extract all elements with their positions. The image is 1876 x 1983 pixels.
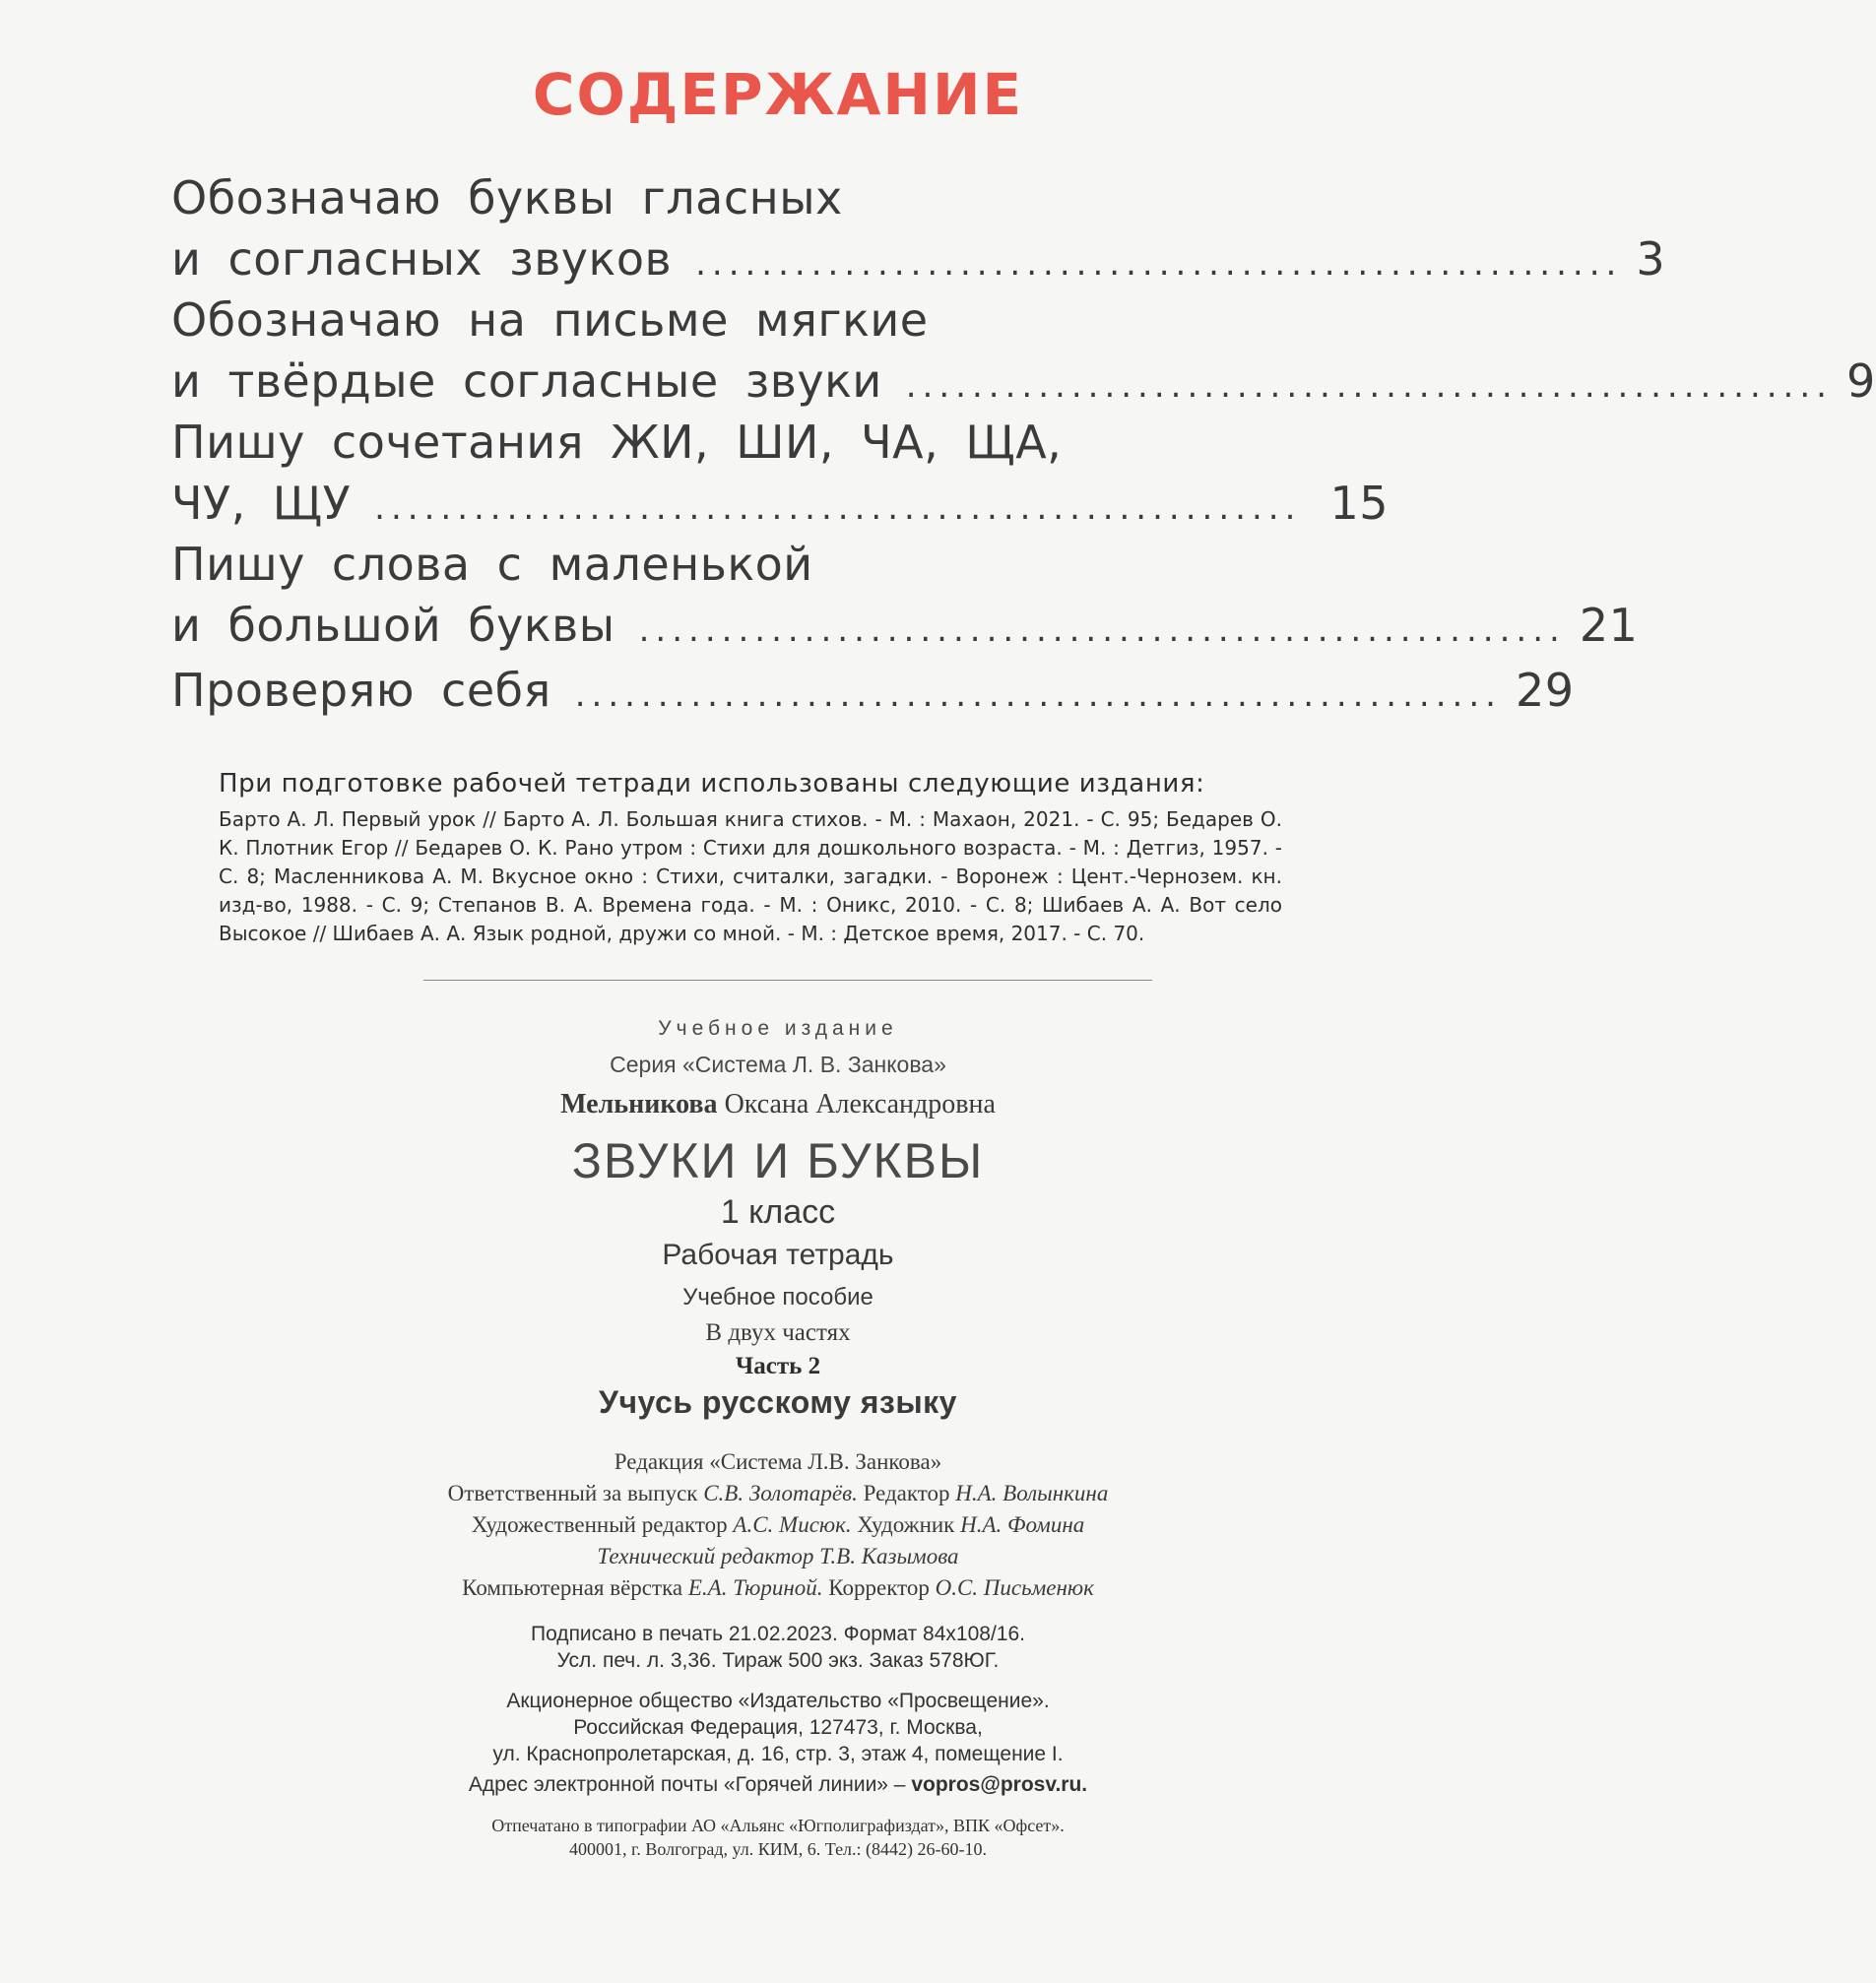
toc-entry-last-line	[171, 660, 1575, 721]
book-title: ЗВУКИ И БУКВЫ	[571, 1133, 985, 1188]
subject-line: Учусь русскому языку	[599, 1384, 957, 1420]
credit-role: Корректор	[822, 1575, 936, 1600]
toc-entry[interactable]	[171, 289, 1876, 412]
toc-page-number: 21	[1579, 599, 1639, 652]
credit-person: Н.А. Волынкина	[955, 1481, 1109, 1505]
parts-line: В двух частях	[705, 1319, 851, 1346]
book-kind: Рабочая тетрадь	[662, 1239, 894, 1271]
credit-person: А.С. Мисюк.	[733, 1512, 852, 1537]
credit-technical-editor: Технический редактор Т.В. Казымова	[597, 1544, 959, 1568]
credits-line	[0, 1509, 1556, 1541]
print-info-line: Усл. печ. л. 3,36. Тираж 500 экз. Заказ 578ЮГ.	[556, 1649, 1000, 1672]
edition-type: Учебное издание	[658, 1017, 898, 1040]
email-label: Адрес электронной почты «Горячей линии» –	[468, 1773, 912, 1796]
credit-person: Е.А. Тюриной.	[687, 1575, 823, 1600]
toc-entry-last-line	[171, 228, 1666, 289]
printer-line: Отпечатано в типографии АО «Альянс «Югполиграфиздат», ВПК «Офсет».	[491, 1816, 1065, 1835]
toc-entry[interactable]	[171, 534, 1639, 656]
grade-line: 1 класс	[720, 1193, 836, 1231]
credit-person: О.С. Письменюк	[935, 1575, 1094, 1600]
credits-line	[0, 1541, 1556, 1572]
toc-entry-last-line	[171, 473, 1389, 534]
email-line	[0, 1773, 1556, 1797]
toc-entry-line: Обозначаю на письме мягкие	[171, 293, 929, 347]
sources-block	[219, 766, 1282, 948]
toc-entry-last-line	[171, 351, 1876, 412]
toc-leader-dots: ........................................................	[374, 488, 1302, 528]
book-subtype: Учебное пособие	[682, 1284, 873, 1311]
toc-entry-last-line	[171, 595, 1639, 656]
table-of-contents	[171, 167, 1876, 721]
toc-entry[interactable]	[171, 167, 1666, 289]
toc-entry-text: и твёрдые согласные звуки	[171, 354, 882, 408]
toc-leader-dots: ........................................................	[905, 366, 1833, 406]
toc-entry-line: Пишу слова с маленькой	[171, 538, 813, 591]
toc-entry-text: ЧУ, ЩУ	[171, 477, 352, 530]
toc-entry-line: Пишу сочетания ЖИ, ШИ, ЧА, ЩА,	[171, 416, 1063, 469]
credit-person: Н.А. Фомина	[960, 1512, 1085, 1537]
toc-entry[interactable]	[171, 412, 1389, 534]
toc-page-number: 3	[1636, 232, 1666, 286]
toc-entry-text: Проверяю себя	[171, 664, 551, 717]
printer-line: 400001, г. Волгоград, ул. КИМ, 6. Тел.: (8442) 26-60-10.	[568, 1839, 988, 1859]
divider	[423, 980, 1152, 981]
toc-leader-dots: ........................................................	[574, 675, 1502, 715]
credits-block	[0, 1446, 1556, 1604]
credits-line	[0, 1572, 1556, 1604]
credit-person: С.В. Золотарёв.	[703, 1481, 858, 1505]
toc-entry-line: Обозначаю буквы гласных	[171, 171, 843, 224]
toc-page-number: 9	[1845, 354, 1876, 408]
print-info-line: Подписано в печать 21.02.2023. Формат 84х108/16.	[531, 1623, 1025, 1645]
credit-role: Компьютерная вёрстка	[462, 1575, 688, 1600]
author-last-name: Мельникова	[560, 1089, 718, 1119]
contents-title: СОДЕРЖАНИЕ	[532, 61, 1024, 128]
credits-line	[0, 1478, 1556, 1509]
toc-page-number: 29	[1515, 664, 1575, 717]
toc-leader-dots: ........................................................	[638, 610, 1566, 650]
toc-entry-text: и большой буквы	[171, 599, 615, 652]
author-first-name: Оксана Александровна	[724, 1089, 996, 1119]
toc-entry[interactable]	[171, 660, 1575, 721]
author-line	[0, 1089, 1556, 1120]
sources-text: Барто А. Л. Первый урок // Барто А. Л. Большая книга стихов. - М. : Махаон, 2021. - С. 95; Бедарев О. К. Плотник Егор // Бедарев О. К. Рано утром : Стихи для дошкольного возраста. - М. : Детгиз, 1957. - С. 8; Масленникова А. М. Вкусное окно : Стихи, считалки, загадки. - Воронеж : Цент.-Чернозем. кн. изд-во, 1988. - С. 9; Степанов В. А. Времена года. - М. : Оникс, 2010. - С. 8; Шибаев А. А. Вот село Высокое // Шибаев А. А. Язык родной, дружи со мной. - М. : Детское время, 2017. - С. 70.	[219, 807, 1282, 945]
email-link[interactable]: vopros@prosv.ru.	[911, 1773, 1088, 1796]
credits-line: Редакция «Система Л.В. Занкова»	[614, 1449, 942, 1474]
credit-role: Художественный редактор	[471, 1512, 734, 1537]
toc-entry-text: и согласных звуков	[171, 232, 673, 286]
credit-role: Художник	[851, 1512, 961, 1537]
toc-page-number: 15	[1329, 477, 1389, 530]
publisher-line: ул. Краснопролетарская, д. 16, стр. 3, этаж 4, помещение I.	[492, 1743, 1064, 1765]
part-line: Часть 2	[735, 1353, 821, 1379]
credit-role: Ответственный за выпуск	[447, 1481, 704, 1505]
publisher-line: Российская Федерация, 127473, г. Москва,	[573, 1716, 983, 1739]
credit-role: Редактор	[857, 1481, 956, 1505]
toc-leader-dots: ........................................................	[695, 244, 1623, 284]
series-line: Серия «Система Л. В. Занкова»	[610, 1052, 946, 1077]
sources-heading: При подготовке рабочей тетради использованы следующие издания:	[219, 769, 1205, 799]
publisher-line: Акционерное общество «Издательство «Просвещение».	[506, 1690, 1050, 1712]
